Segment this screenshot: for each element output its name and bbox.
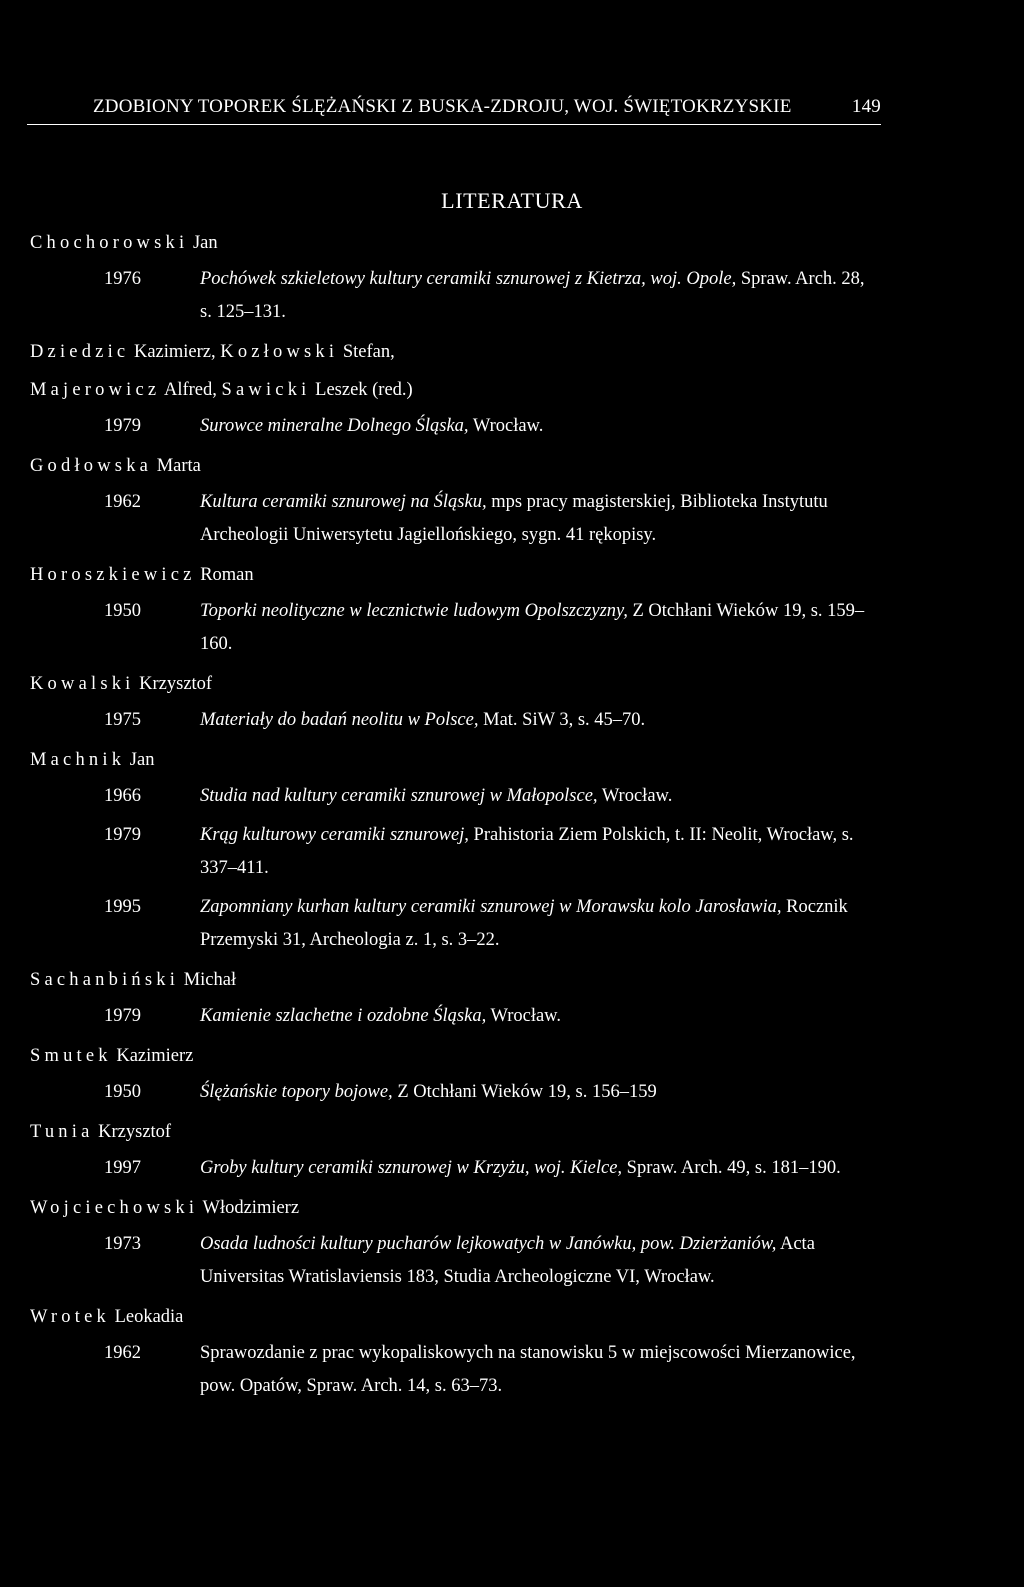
publication-title: Groby kultury ceramiki sznurowej w Krzyżu, woj. Kielce,: [200, 1158, 623, 1178]
publication-year: 1962: [104, 492, 141, 512]
author-given: Michał: [179, 970, 237, 990]
publication-text: [200, 780, 880, 813]
publication-title: Ślężańskie topory bojowe,: [200, 1082, 393, 1102]
author-surname: Horoszkiewicz: [30, 565, 196, 585]
publication-text: [200, 1228, 880, 1294]
bibliography-entry: [30, 1074, 890, 1113]
author-line: [30, 556, 890, 594]
author-surname: Chochorowski: [30, 233, 189, 253]
author-line: [30, 1189, 890, 1227]
publication-details: Wrocław.: [597, 786, 673, 806]
author-surname: Dziedzic: [30, 342, 130, 362]
publication-year: 1950: [104, 601, 141, 621]
publication-title: Kamienie szlachetne i ozdobne Śląska,: [200, 1006, 487, 1026]
publication-details: Wrocław.: [486, 1006, 561, 1026]
section-title: LITERATURA: [441, 188, 583, 213]
publication-year: 1979: [104, 416, 141, 436]
author-line: [30, 1113, 890, 1151]
publication-details: Z Otchłani Wieków 19, s. 156–159: [392, 1082, 657, 1102]
publication-year: 1966: [104, 786, 141, 806]
author-line: [30, 1298, 890, 1336]
running-title: ZDOBIONY TOPOREK ŚLĘŻAŃSKI Z BUSKA-ZDROJU, WOJ. ŚWIĘTOKRZYSKIE: [93, 96, 792, 117]
publication-details: Spraw. Arch. 49, s. 181–190.: [622, 1158, 841, 1178]
publication-title: Osada ludności kultury pucharów lejkowatych w Janówku, pow. Dzierżaniów,: [200, 1234, 777, 1254]
author-surname: Kowalski: [30, 674, 135, 694]
publication-year: 1979: [104, 825, 141, 845]
author-line: [30, 741, 890, 779]
bibliography-entry: [30, 484, 890, 556]
publication-text: [200, 1152, 880, 1185]
publication-title: Pochówek szkieletowy kultury ceramiki sznurowej z Kietrza, woj. Opole,: [200, 269, 737, 289]
publication-details: Wrocław.: [468, 416, 544, 436]
publication-title: Studia nad kultury ceramiki sznurowej w Małopolsce,: [200, 786, 598, 806]
publication-text: [200, 486, 880, 552]
author-given: Alfred,: [160, 380, 222, 400]
author-given: Stefan,: [338, 342, 395, 362]
publication-text: [200, 1000, 880, 1033]
publication-title: Krąg kulturowy ceramiki sznurowej,: [200, 825, 469, 845]
author-surname: Sawicki: [221, 380, 311, 400]
publication-details: Spraw. Arch. 28, s. 125–131.: [200, 269, 865, 322]
bibliography-entry: [30, 1150, 890, 1189]
publication-title: Kultura ceramiki sznurowej na Śląsku,: [200, 492, 487, 512]
bibliography-entry: [30, 778, 890, 817]
publication-text: [200, 595, 880, 661]
bibliography-entry: [30, 817, 890, 889]
author-surname: Majerowicz: [30, 380, 161, 400]
author-line: [30, 333, 890, 371]
publication-title: Toporki neolityczne w lecznictwie ludowym Opolszczyzny,: [200, 601, 628, 621]
author-surname: Wojciechowski: [30, 1198, 199, 1218]
page-number: 149: [851, 96, 881, 117]
publication-details: Z Otchłani Wieków 19, s. 159–160.: [200, 601, 865, 654]
author-given: Krzysztof: [93, 1122, 172, 1142]
publication-details: Mat. SiW 3, s. 45–70.: [478, 710, 646, 730]
header-rule: [27, 124, 881, 125]
author-surname: Machnik: [30, 750, 126, 770]
bibliography-entry: [30, 261, 890, 333]
bibliography-entry: [30, 998, 890, 1037]
publication-year: 1976: [104, 269, 141, 289]
author-given: Kazimierz,: [129, 342, 221, 362]
author-surname: Wrotek: [30, 1307, 110, 1327]
bibliography-entry: [30, 1335, 890, 1407]
publication-text: [200, 704, 880, 737]
publication-year: 1997: [104, 1158, 141, 1178]
author-surname: Godłowska: [30, 456, 153, 476]
author-line: [30, 961, 890, 999]
publication-details: Sprawozdanie z prac wykopaliskowych na stanowisku 5 w miejscowości Mierzanowice, pow. Opatów, Spraw. Arch. 14, s. 63–73.: [200, 1343, 856, 1396]
bibliography-entry: [30, 408, 890, 447]
author-given: Kazimierz: [111, 1046, 194, 1066]
author-surname: Tunia: [30, 1122, 94, 1142]
author-given: Jan: [125, 750, 155, 770]
publication-title: Surowce mineralne Dolnego Śląska,: [200, 416, 469, 436]
bibliography-list: [30, 224, 890, 1407]
bibliography-entry: [30, 702, 890, 741]
publication-details: Rocznik Przemyski 31, Archeologia z. 1, s. 3–22.: [200, 897, 848, 950]
publication-title: Materiały do badań neolitu w Polsce,: [200, 710, 479, 730]
publication-year: 1975: [104, 710, 141, 730]
publication-details: Acta Universitas Wratislaviensis 183, Studia Archeologiczne VI, Wrocław.: [200, 1234, 815, 1287]
publication-text: [200, 1337, 880, 1403]
publication-text: [200, 819, 880, 885]
author-line: [30, 1037, 890, 1075]
bibliography-entry: [30, 1226, 890, 1298]
author-surname: Smutek: [30, 1046, 112, 1066]
publication-text: [200, 891, 880, 957]
bibliography-entry: [30, 889, 890, 961]
author-given: Roman: [195, 565, 254, 585]
author-given: Jan: [188, 233, 218, 253]
publication-year: 1973: [104, 1234, 141, 1254]
publication-details: Prahistoria Ziem Polskich, t. II: Neolit, Wrocław, s. 337–411.: [200, 825, 854, 878]
publication-text: [200, 410, 880, 443]
author-given: Krzysztof: [134, 674, 213, 694]
publication-title: Zapomniany kurhan kultury ceramiki sznurowej w Morawsku kolo Jarosławia,: [200, 897, 782, 917]
running-header: [93, 96, 881, 118]
author-line: [30, 371, 890, 409]
author-given: Marta: [152, 456, 201, 476]
author-given: Leokadia: [109, 1307, 184, 1327]
author-line: [30, 224, 890, 262]
author-line: [30, 665, 890, 703]
author-surname: Kozłowski: [220, 342, 339, 362]
author-given: Leszek (red.): [310, 380, 413, 400]
publication-year: 1962: [104, 1343, 141, 1363]
publication-text: [200, 1076, 880, 1109]
publication-year: 1950: [104, 1082, 141, 1102]
publication-details: mps pracy magisterskiej, Biblioteka Instytutu Archeologii Uniwersytetu Jagiellońskiego, sygn. 41 rękopisy.: [200, 492, 828, 545]
author-surname: Sachanbiński: [30, 970, 180, 990]
bibliography-entry: [30, 593, 890, 665]
publication-text: [200, 263, 880, 329]
author-line: [30, 447, 890, 485]
author-given: Włodzimierz: [198, 1198, 300, 1218]
publication-year: 1995: [104, 897, 141, 917]
publication-year: 1979: [104, 1006, 141, 1026]
